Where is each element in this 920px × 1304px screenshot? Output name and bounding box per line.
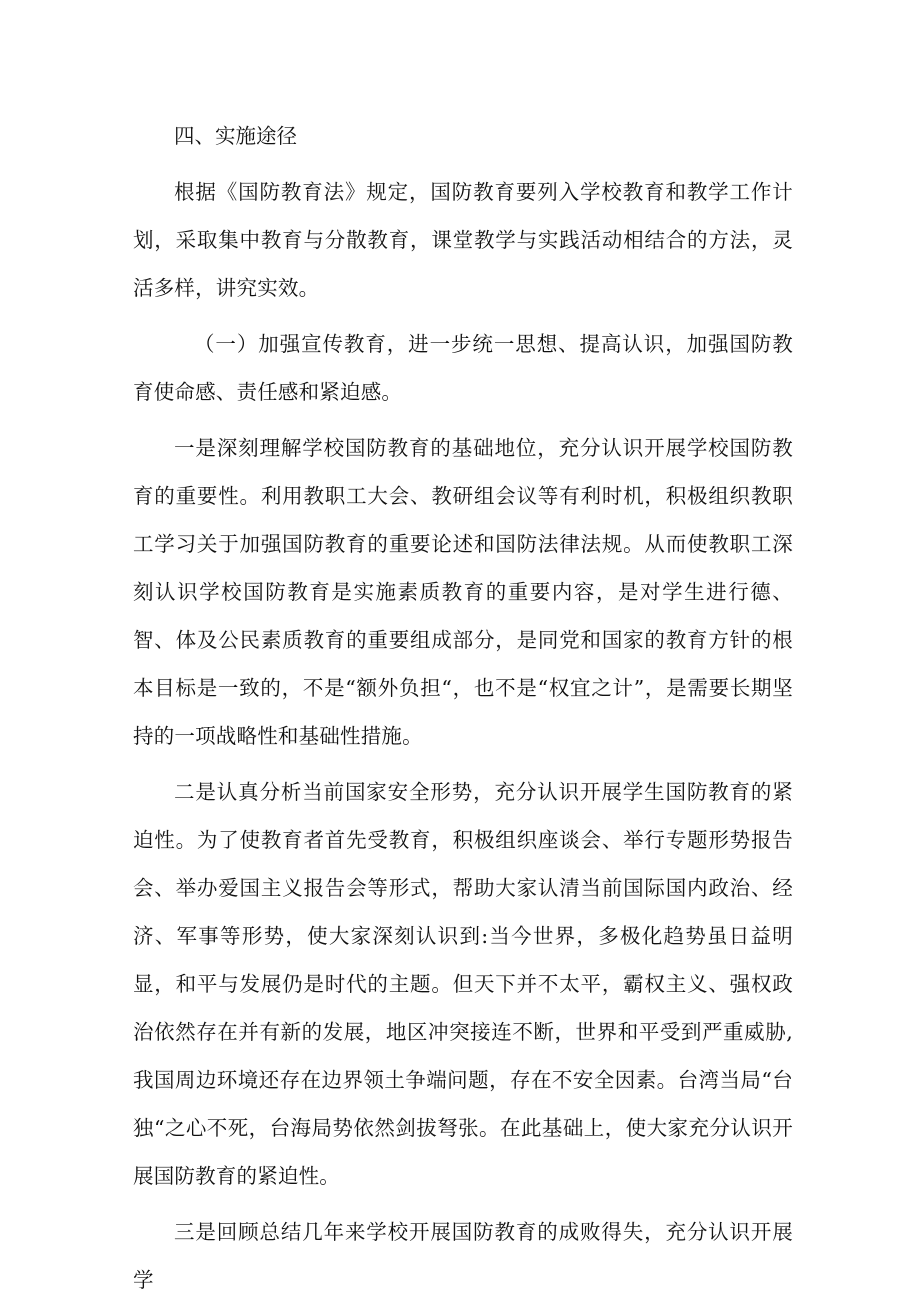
paragraph-point-1: 一是深刻理解学校国防教育的基础地位，充分认识开展学校国防教育的重要性。利用教职工大会、教研组会议等有利时机，积极组织教职工学习关于加强国防教育的重要论述和国防法律法规。从而使教职工深刻认识学校国防教育是实施素质教育的重要内容，是对学生进行德、智、体及公民素质教育的重要组成部分，是同党和国家的教育方针的根本目标是一致的，不是“额外负担“，也不是“权宜之计”，是需要长期坚持的一项战略性和基础性措施。 — [133, 436, 793, 748]
paragraph-intro: 根据《国防教育法》规定，国防教育要列入学校教育和教学工作计划，采取集中教育与分散教育，课堂教学与实践活动相结合的方法，灵活多样，讲究实效。 — [133, 180, 793, 300]
document-body — [133, 112, 793, 1304]
section-title: 四、实施途径 — [174, 124, 297, 148]
paragraph-subheading-1: （一）加强宣传教育，进一步统一思想、提高认识，加强国防教育使命感、责任感和紧迫感。 — [133, 332, 793, 404]
paragraph-point-2: 二是认真分析当前国家安全形势，充分认识开展学生国防教育的紧迫性。为了使教育者首先受教育，积极组织座谈会、举行专题形势报告会、举办爱国主义报告会等形式，帮助大家认清当前国际国内政治、经济、军事等形势，使大家深刻认识到:当今世界，多极化趋势虽日益明显，和平与发展仍是时代的主题。但天下并不太平，霸权主义、强权政治依然存在并有新的发展，地区冲突接连不断，世界和平受到严重威胁,我国周边环境还存在边界领土争端问题，存在不安全因素。台湾当局“台独“之心不死，台海局势依然剑拔弩张。在此基础上，使大家充分认识开展国防教育的紧迫性。 — [133, 780, 793, 1188]
paragraph-point-3: 三是回顾总结几年来学校开展国防教育的成败得失，充分认识开展学 — [133, 1220, 793, 1292]
